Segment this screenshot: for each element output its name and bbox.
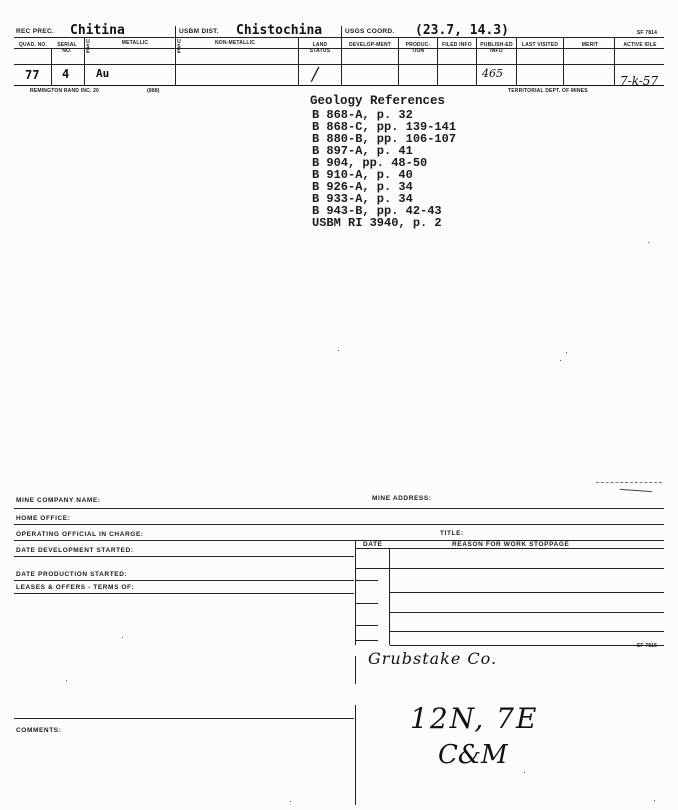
- published-info-label: PUBLISH-ED INFO: [480, 42, 513, 54]
- operating-official-label: OPERATING OFFICIAL IN CHARGE:: [16, 531, 144, 538]
- date-column-label: DATE: [363, 541, 383, 548]
- title-label: TITLE:: [440, 530, 464, 537]
- usgs-coord-value: (23.7, 14.3): [415, 23, 509, 38]
- geology-heading: Geology References: [310, 94, 446, 108]
- date-development-label: DATE DEVELOPMENT STARTED:: [16, 547, 134, 554]
- comments-label: COMMENTS:: [16, 727, 62, 734]
- quad-no-value: 77: [25, 68, 40, 82]
- geology-ref: B 868-C, pp. 139-141: [312, 120, 457, 134]
- published-value: 465: [482, 67, 503, 80]
- mine-company-name-label: MINE COMPANY NAME:: [16, 497, 101, 504]
- geology-ref: B 897-A, p. 41: [312, 144, 413, 158]
- form-number-bottom: SF 7815: [636, 643, 658, 649]
- serial-no-label: SERIAL NO.: [57, 42, 77, 54]
- use-marker-metallic: U S E: [86, 39, 90, 55]
- active-idle-label: ACTIVE IDLE: [623, 42, 657, 48]
- quad-no-label: QUAD. NO.: [18, 42, 48, 48]
- geology-ref: B 943-B, pp. 42-43: [312, 204, 442, 218]
- date-production-label: DATE PRODUCTION STARTED:: [16, 571, 128, 578]
- scan-speck: [338, 350, 339, 351]
- usbm-dist-value: Chistochina: [236, 23, 323, 38]
- active-idle-value: 7-k-57: [620, 74, 659, 88]
- scan-speck: [290, 801, 291, 802]
- scan-speck: [560, 360, 561, 361]
- geology-ref: B 926-A, p. 34: [312, 180, 413, 194]
- scan-speck: [122, 637, 123, 638]
- leases-offers-label: LEASES & OFFERS - TERMS OF:: [16, 584, 135, 591]
- department-label: TERRITORIAL DEPT. OF MINES: [508, 88, 588, 94]
- form-number-top: SF 7814: [636, 30, 658, 36]
- printer-line: REMINGTON RAND INC. 20: [30, 88, 100, 94]
- metallic-label: METALLIC: [121, 40, 149, 46]
- rec-prec-label: REC PREC.: [16, 28, 55, 35]
- non-metallic-label: NON-METALLIC: [214, 40, 256, 46]
- production-label: PRODUC-TION: [405, 42, 431, 54]
- geology-ref: B 904, pp. 48-50: [312, 156, 428, 170]
- land-status-label: LAND STATUS: [309, 42, 331, 54]
- geology-ref: B 880-B, pp. 106-107: [312, 132, 457, 146]
- scan-speck: [648, 242, 649, 243]
- scan-speck: [66, 680, 67, 681]
- metallic-value: Au: [96, 67, 110, 80]
- scan-speck: [524, 772, 525, 773]
- land-status-mark: /: [312, 64, 319, 85]
- printer-code: (888): [147, 88, 160, 94]
- geology-ref: USBM RI 3940, p. 2: [312, 216, 442, 230]
- handwritten-company: Grubstake Co.: [368, 649, 498, 668]
- geology-ref: B 933-A, p. 34: [312, 192, 413, 206]
- handwritten-meridian: C&M: [438, 740, 508, 770]
- filed-info-label: FILED INFO: [442, 42, 472, 48]
- scan-speck: [566, 352, 567, 353]
- reason-work-stoppage-label: REASON FOR WORK STOPPAGE: [452, 541, 570, 548]
- use-marker-nonmetallic: U S E: [177, 39, 181, 55]
- merit-label: MERIT: [581, 42, 599, 48]
- usbm-dist-label: USBM DIST.: [179, 28, 219, 35]
- handwritten-location: 12N, 7E: [410, 702, 539, 735]
- rec-prec-value: Chitina: [70, 23, 125, 38]
- serial-no-value: 4: [62, 67, 70, 81]
- usgs-coord-label: USGS COORD.: [345, 28, 395, 35]
- last-visited-label: LAST VISITED: [521, 42, 559, 48]
- geology-ref: B 868-A, p. 32: [312, 108, 413, 122]
- home-office-label: HOME OFFICE:: [16, 515, 71, 522]
- development-label: DEVELOP-MENT: [348, 42, 392, 48]
- scan-speck: [654, 800, 655, 801]
- mine-address-label: MINE ADDRESS:: [372, 495, 432, 502]
- geology-ref: B 910-A, p. 40: [312, 168, 413, 182]
